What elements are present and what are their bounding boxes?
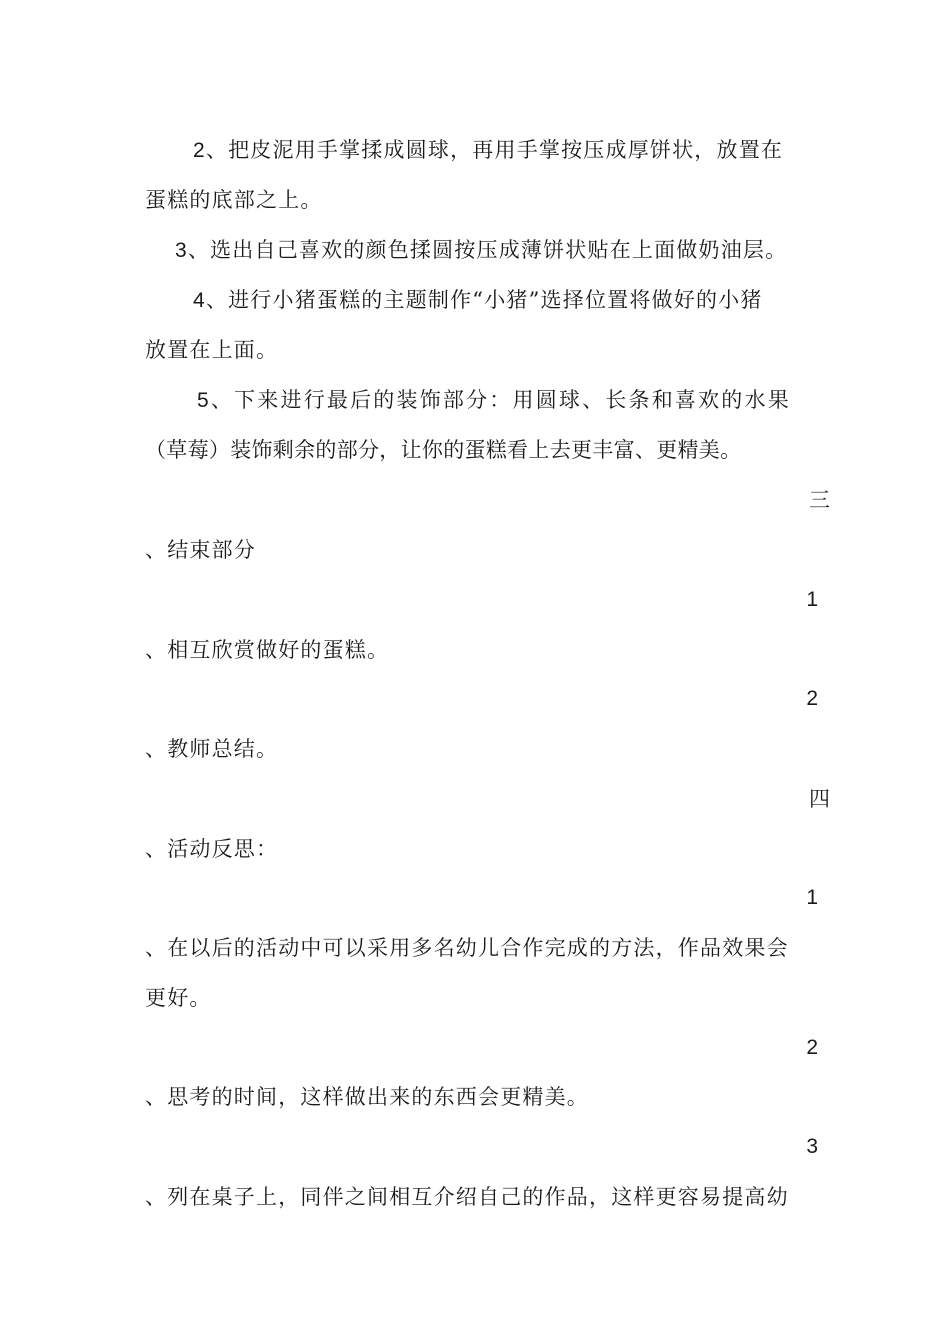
step-2-number: 2 xyxy=(193,139,206,162)
section-4-item-2-line-1: 、思考的时间，这样做出来的东西会更精美。 xyxy=(145,1085,589,1109)
section-4-item-2-number: 2 xyxy=(806,1036,818,1059)
section-4-item-3-line-1: 、列在桌子上，同伴之间相互介绍自己的作品，这样更容易提高幼 xyxy=(145,1185,789,1209)
section-3-item-2-number: 2 xyxy=(806,687,818,710)
step-5-line-2: （草莓）装饰剩余的部分，让你的蛋糕看上去更丰富、更精美。 xyxy=(145,438,742,462)
step-5-line-1 xyxy=(197,385,791,416)
section-4-marker: 四 xyxy=(809,787,830,811)
step-4-line-1 xyxy=(193,285,763,316)
step-4-line-2: 放置在上面。 xyxy=(145,338,279,362)
section-3-marker: 三 xyxy=(809,488,830,512)
step-5-text: 、下来进行最后的装饰部分：用圆球、长条和喜欢的水果 xyxy=(210,388,791,412)
section-3-item-1-text: 、相互欣赏做好的蛋糕。 xyxy=(145,638,390,662)
step-2-text: 、把皮泥用手掌揉成圆球，再用手掌按压成厚饼状，放置在 xyxy=(205,138,784,162)
step-5-number: 5 xyxy=(197,389,211,412)
step-3-number: 3 xyxy=(175,239,188,262)
section-3-item-2-text: 、教师总结。 xyxy=(145,737,279,761)
section-4-item-1-line-1: 、在以后的活动中可以采用多名幼儿合作完成的方法，作品效果会 xyxy=(145,936,789,960)
step-2-line-1 xyxy=(193,135,783,166)
step-3-line xyxy=(175,235,787,266)
section-4-title: 、活动反思： xyxy=(145,837,279,861)
step-4-number: 4 xyxy=(193,289,206,312)
step-3-text: 、选出自己喜欢的颜色揉圆按压成薄饼状贴在上面做奶油层。 xyxy=(187,238,788,262)
step-2-line-2: 蛋糕的底部之上。 xyxy=(145,188,323,212)
section-3-item-1-number: 1 xyxy=(806,588,818,611)
section-4-item-3-number: 3 xyxy=(806,1135,818,1158)
section-4-item-1-number: 1 xyxy=(806,886,818,909)
section-4-item-1-line-2: 更好。 xyxy=(145,986,212,1010)
step-4-text: 、进行小猪蛋糕的主题制作“小猪”选择位置将做好的小猪 xyxy=(205,288,763,312)
section-3-title: 、结束部分 xyxy=(145,538,256,562)
